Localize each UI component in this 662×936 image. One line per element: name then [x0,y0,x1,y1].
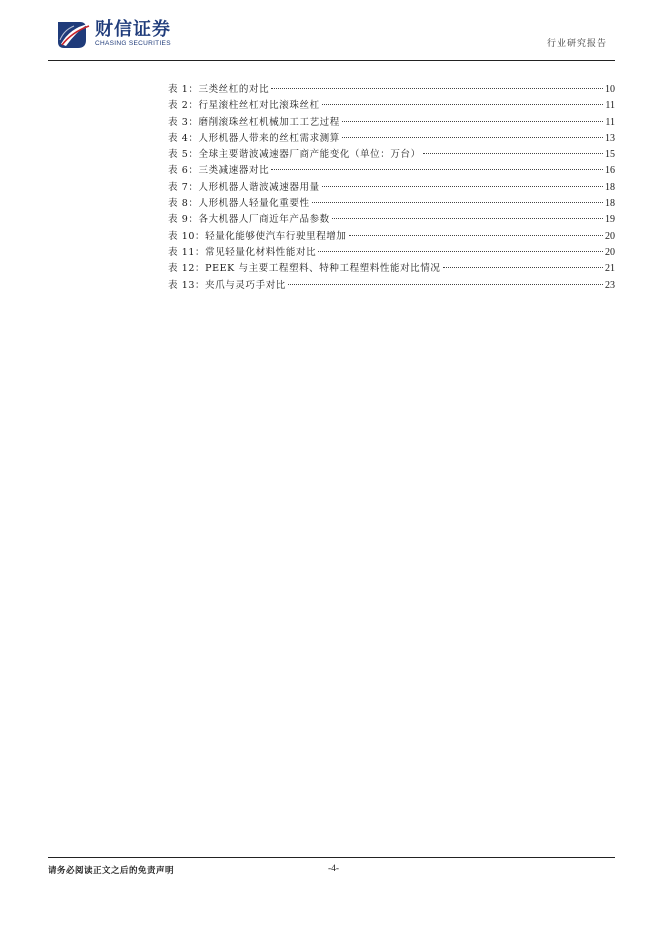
footer-disclaimer: 请务必阅读正文之后的免责声明 [48,866,175,876]
toc-entry[interactable] [168,212,615,228]
logo-chinese-name: 财信证券 [95,19,171,40]
toc-entry[interactable] [168,131,615,147]
document-type-label: 行业研究报告 [546,39,607,49]
toc-dot-leader [318,251,603,252]
toc-entry-page: 18 [605,181,615,193]
toc-entry-page: 16 [605,165,615,177]
page-number: -4- [328,864,340,874]
toc-entry-label: 表 8：人形机器人轻量化重要性 [168,198,310,210]
toc-dot-leader [332,218,603,219]
toc-entry-page: 11 [605,100,615,112]
toc-entry-page: 15 [605,149,615,161]
toc-entry[interactable] [168,163,615,179]
toc-entry-label: 表 4：人形机器人带来的丝杠需求测算 [168,132,340,144]
toc-dot-leader [271,169,603,170]
toc-dot-leader [423,153,603,154]
toc-entry[interactable] [168,98,615,114]
toc-entry-label: 表 1：三类丝杠的对比 [168,84,270,95]
toc-entry[interactable] [168,147,615,163]
chasing-securities-logo-icon [56,18,90,50]
toc-entry-page: 20 [605,230,615,242]
company-logo [56,16,171,52]
page-header [48,12,615,61]
toc-entry-label: 表 5：全球主要谐波减速器厂商产能变化（单位：万台） [168,149,421,161]
toc-entry-label: 表 3：磨削滚珠丝杠机械加工工艺过程 [168,116,340,128]
table-of-tables [168,82,615,294]
toc-dot-leader [322,186,603,187]
toc-entry-page: 19 [605,214,615,226]
toc-entry[interactable] [168,196,615,212]
toc-entry[interactable] [168,180,615,196]
footer-divider [48,857,615,858]
toc-entry[interactable] [168,82,615,98]
toc-entry[interactable] [168,278,615,294]
toc-entry-label: 表 6：三类减速器对比 [168,165,270,177]
toc-entry[interactable] [168,115,615,131]
toc-dot-leader [312,202,603,203]
toc-entry-page: 11 [605,116,615,128]
toc-entry-label: 表 9：各大机器人厂商近年产品参数 [168,214,330,226]
toc-dot-leader [322,104,604,105]
toc-entry-page: 13 [605,132,615,144]
toc-entry-page: 23 [605,279,615,291]
toc-entry-page: 20 [605,246,615,258]
toc-dot-leader [271,88,603,89]
toc-dot-leader [443,267,604,268]
toc-entry-page: 21 [605,263,615,275]
toc-entry-label: 表 12：PEEK 与主要工程塑料、特种工程塑料性能对比情况 [168,263,441,275]
toc-dot-leader [288,284,603,285]
toc-entry-label: 表 11：常见轻量化材料性能对比 [168,246,317,258]
toc-entry[interactable] [168,245,615,261]
toc-entry[interactable] [168,261,615,277]
toc-entry-label: 表 7：人形机器人谐波减速器用量 [168,181,320,193]
logo-english-name: CHASING SECURITIES [95,40,171,47]
toc-entry-label: 表 10：轻量化能够使汽车行驶里程增加 [168,230,347,242]
toc-dot-leader [342,121,603,122]
toc-entry-page: 10 [605,84,615,95]
toc-entry[interactable] [168,229,615,245]
toc-dot-leader [342,137,603,138]
toc-entry-page: 18 [605,198,615,210]
toc-entry-label: 表 2：行星滚柱丝杠对比滚珠丝杠 [168,100,320,112]
toc-entry-label: 表 13：夹爪与灵巧手对比 [168,279,286,291]
toc-dot-leader [349,235,603,236]
